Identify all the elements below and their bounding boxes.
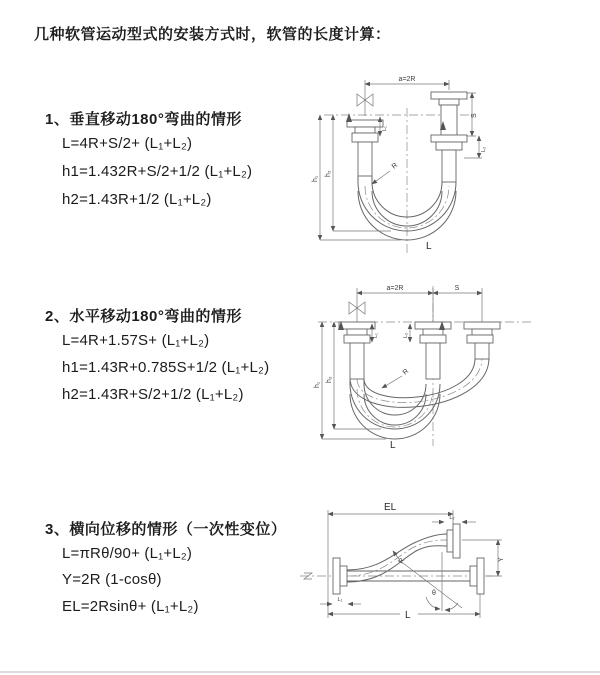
left-flange [333, 558, 347, 594]
dimension-lines [322, 288, 482, 439]
dim-label-h2: h₂ [326, 376, 333, 383]
formula: h1=1.43R+0.785S+1/2 (L₁+L₂) [62, 359, 270, 376]
dim-label-h1: h₁ [312, 175, 319, 182]
formula: h1=1.432R+S/2+1/2 (L₁+L₂) [62, 163, 253, 180]
dim-label-l1: L₁ [337, 597, 343, 603]
formula: L=4R+S/2+ (L₁+L₂) [62, 135, 193, 152]
dim-label-l1: L₁ [373, 333, 379, 338]
diagram-lateral-displacement [296, 496, 596, 646]
right-lower-flange [470, 558, 484, 594]
page-title: 几种软管运动型式的安装方式时，软管的长度计算： [34, 26, 391, 43]
middle-pipe-fitting [415, 322, 451, 379]
dimension-lines [320, 510, 502, 618]
diagram-horizontal-move-180-bend [306, 278, 566, 453]
dim-label-r: R [401, 367, 411, 377]
formula: L=4R+1.57S+ (L₁+L₂) [62, 332, 210, 349]
up-arrow-icon [346, 113, 352, 122]
dim-label-s: S [454, 285, 460, 292]
dim-label-l2: L₂ [449, 515, 455, 521]
formula: Y=2R (1-cosθ) [62, 571, 162, 588]
dim-label-l1: L₁ [382, 126, 388, 131]
dim-label-r: R [390, 161, 400, 171]
left-pipe-fitting [339, 322, 375, 379]
dim-label-s: S [471, 113, 478, 118]
upper-flange [447, 524, 460, 558]
page-bottom-edge [0, 671, 600, 673]
section-3-heading: 3、横向位移的情形（一次性变位） [45, 521, 287, 538]
dim-label-l2: L₂ [481, 146, 487, 152]
left-pipe-fitting [347, 120, 383, 176]
formula: h2=1.43R+1/2 (L₁+L₂) [62, 191, 212, 208]
right-pipe-fitting [431, 92, 467, 182]
hose-u-bends [350, 359, 489, 439]
formula: h2=1.43R+S/2+1/2 (L₁+L₂) [62, 386, 244, 403]
dim-label-l: L [426, 241, 432, 252]
dim-label-y: Y [498, 557, 505, 562]
dim-label-l: L [405, 610, 411, 621]
dim-label-el: EL [384, 502, 397, 513]
formula: EL=2Rsinθ+ (L₁+L₂) [62, 598, 199, 615]
dim-label-h2: h₂ [325, 170, 332, 177]
dim-label-span: a=2R [386, 285, 404, 292]
dim-label-theta: θ [432, 590, 436, 597]
section-2-heading: 2、水平移动180°弯曲的情形 [45, 308, 242, 325]
dim-label-h1: h₁ [314, 381, 321, 388]
dim-label-r: R [397, 557, 407, 565]
dim-label-l: L [390, 440, 396, 451]
dim-label-span: a=2R [398, 76, 416, 83]
dim-label-l2: L₂ [403, 332, 409, 338]
formula: L=πRθ/90+ (L₁+L₂) [62, 545, 193, 562]
section-1-heading: 1、垂直移动180°弯曲的情形 [45, 111, 242, 128]
right-pipe-fitting [464, 322, 500, 359]
diagram-vertical-move-180-bend [306, 70, 566, 260]
